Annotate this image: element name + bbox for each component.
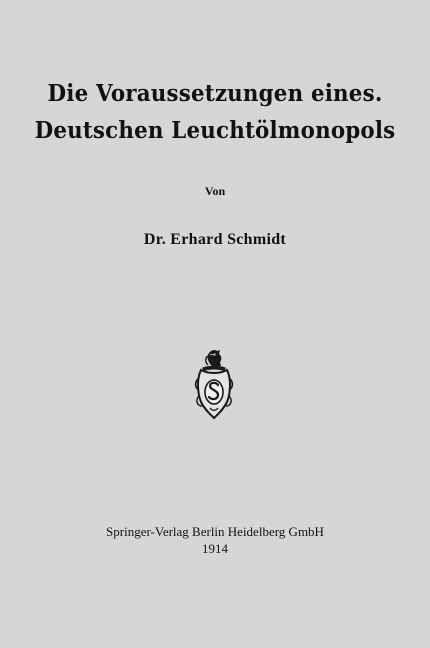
publication-year: 1914 <box>202 541 228 556</box>
byline-von: Von <box>204 184 226 198</box>
author-name: Dr. Erhard Schmidt <box>143 231 287 248</box>
book-title-line-2: Deutschen Leuchtölmonopols <box>34 117 396 144</box>
book-title-line-1: Die Voraussetzungen eines. <box>47 80 383 107</box>
springer-horse-emblem-icon <box>190 348 238 420</box>
publisher-line: Springer-Verlag Berlin Heidelberg GmbH <box>106 524 324 539</box>
